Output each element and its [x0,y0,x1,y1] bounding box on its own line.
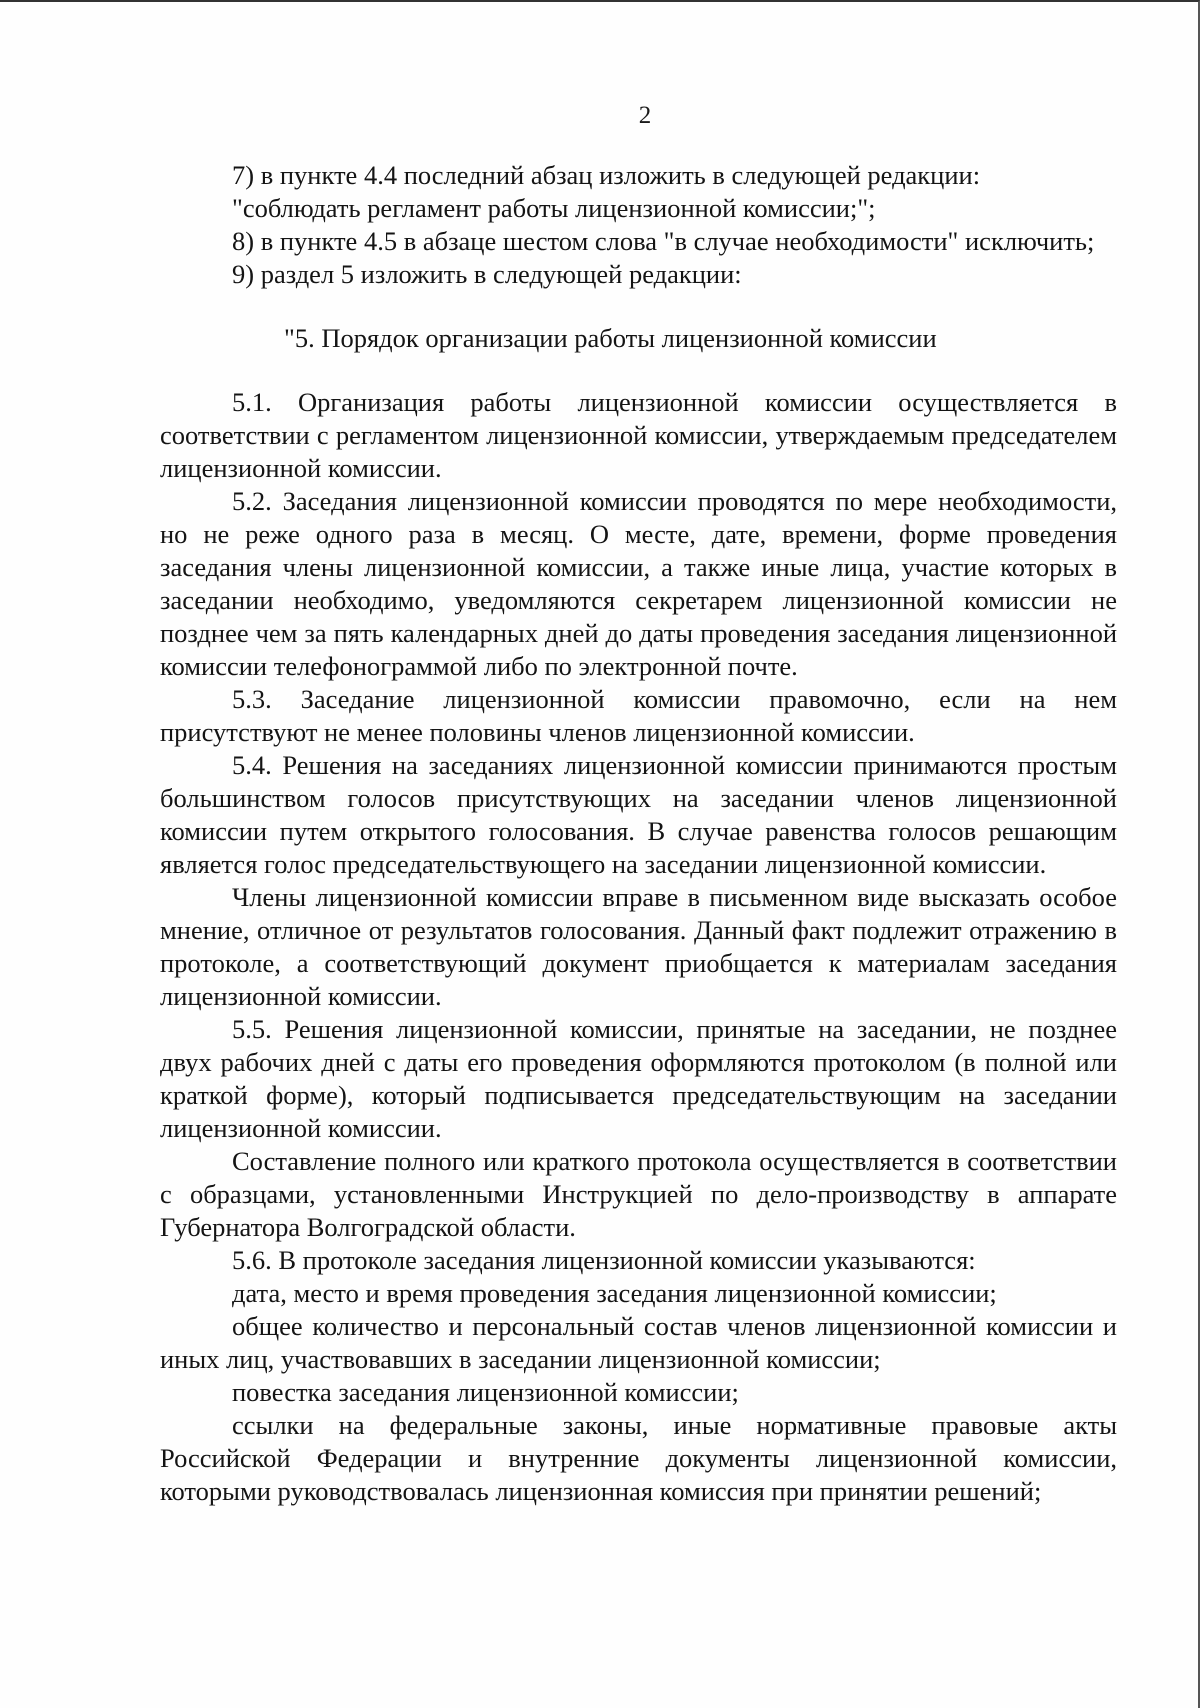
paragraph-5-5: 5.5. Решения лицензионной комиссии, принятые на заседании, не позднее двух рабочих дней с даты его проведения оформляются протоколом (в полной или краткой форме), который подписывается председательствующим на заседании лицензионной комиссии. [160,1014,1117,1143]
page-number: 2 [638,102,652,129]
paragraph-quote-4-4: "соблюдать регламент работы лицензионной комиссии;"; [232,193,876,223]
paragraph-5-4-dissent: Члены лицензионной комиссии вправе в письменном виде высказать особое мнение, отличное от результатов голосования. Данный факт подлежит отражению в протоколе, а соответствующий документ приобщается к материалам заседания лицензионной комиссии. [160,882,1117,1011]
list-item-composition: общее количество и персональный состав членов лицензионной комиссии и иных лиц, участвовавших в заседании лицензионной комиссии; [160,1311,1117,1374]
paragraph-5-3: 5.3. Заседание лицензионной комиссии правомочно, если на нем присутствуют не менее половины членов лицензионной комиссии. [160,684,1117,747]
list-item-date-place: дата, место и время проведения заседания лицензионной комиссии; [232,1278,997,1308]
paragraph-5-2: 5.2. Заседания лицензионной комиссии проводятся по мере необходимости, но не реже одного раза в месяц. О месте, дате, времени, форме проведения заседания члены лицензионной комиссии, а также иные лица, участие которых в заседании необходимо, уведомляются секретарем лицензионной комиссии не позднее чем за пять календарных дней до даты проведения заседания лицензионной комиссии телефонограммой либо по электронной почте. [160,486,1117,681]
paragraph-5-1: 5.1. Организация работы лицензионной комиссии осуществляется в соответствии с регламентом лицензионной комиссии, утверждаемым председателем лицензионной комиссии. [160,387,1117,483]
paragraph-5-6: 5.6. В протоколе заседания лицензионной комиссии указываются: [232,1245,976,1275]
list-item-agenda: повестка заседания лицензионной комиссии; [232,1377,739,1407]
paragraph-5-5-protocol: Составление полного или краткого протокола осуществляется в соответствии с образцами, установленными Инструкцией по дело-производству в аппарате Губернатора Волгоградской области. [160,1146,1117,1242]
section-heading: "5. Порядок организации работы лицензионной комиссии [284,323,937,353]
document-body [160,159,1117,1508]
paragraph-item-8: 8) в пункте 4.5 в абзаце шестом слова "в случае необходимости" исключить; [232,226,1095,256]
paragraph-item-9: 9) раздел 5 изложить в следующей редакции: [232,259,742,289]
paragraph-item-7: 7) в пункте 4.4 последний абзац изложить в следующей редакции: [232,160,981,190]
list-item-references: ссылки на федеральные законы, иные нормативные правовые акты Российской Федерации и внутренние документы лицензионной комиссии, которыми руководствовалась лицензионная комиссия при принятии решений; [160,1410,1117,1506]
paragraph-5-4: 5.4. Решения на заседаниях лицензионной комиссии принимаются простым большинством голосов присутствующих на заседании членов лицензионной комиссии путем открытого голосования. В случае равенства голосов решающим является голос председательствующего на заседании лицензионной комиссии. [160,750,1117,879]
